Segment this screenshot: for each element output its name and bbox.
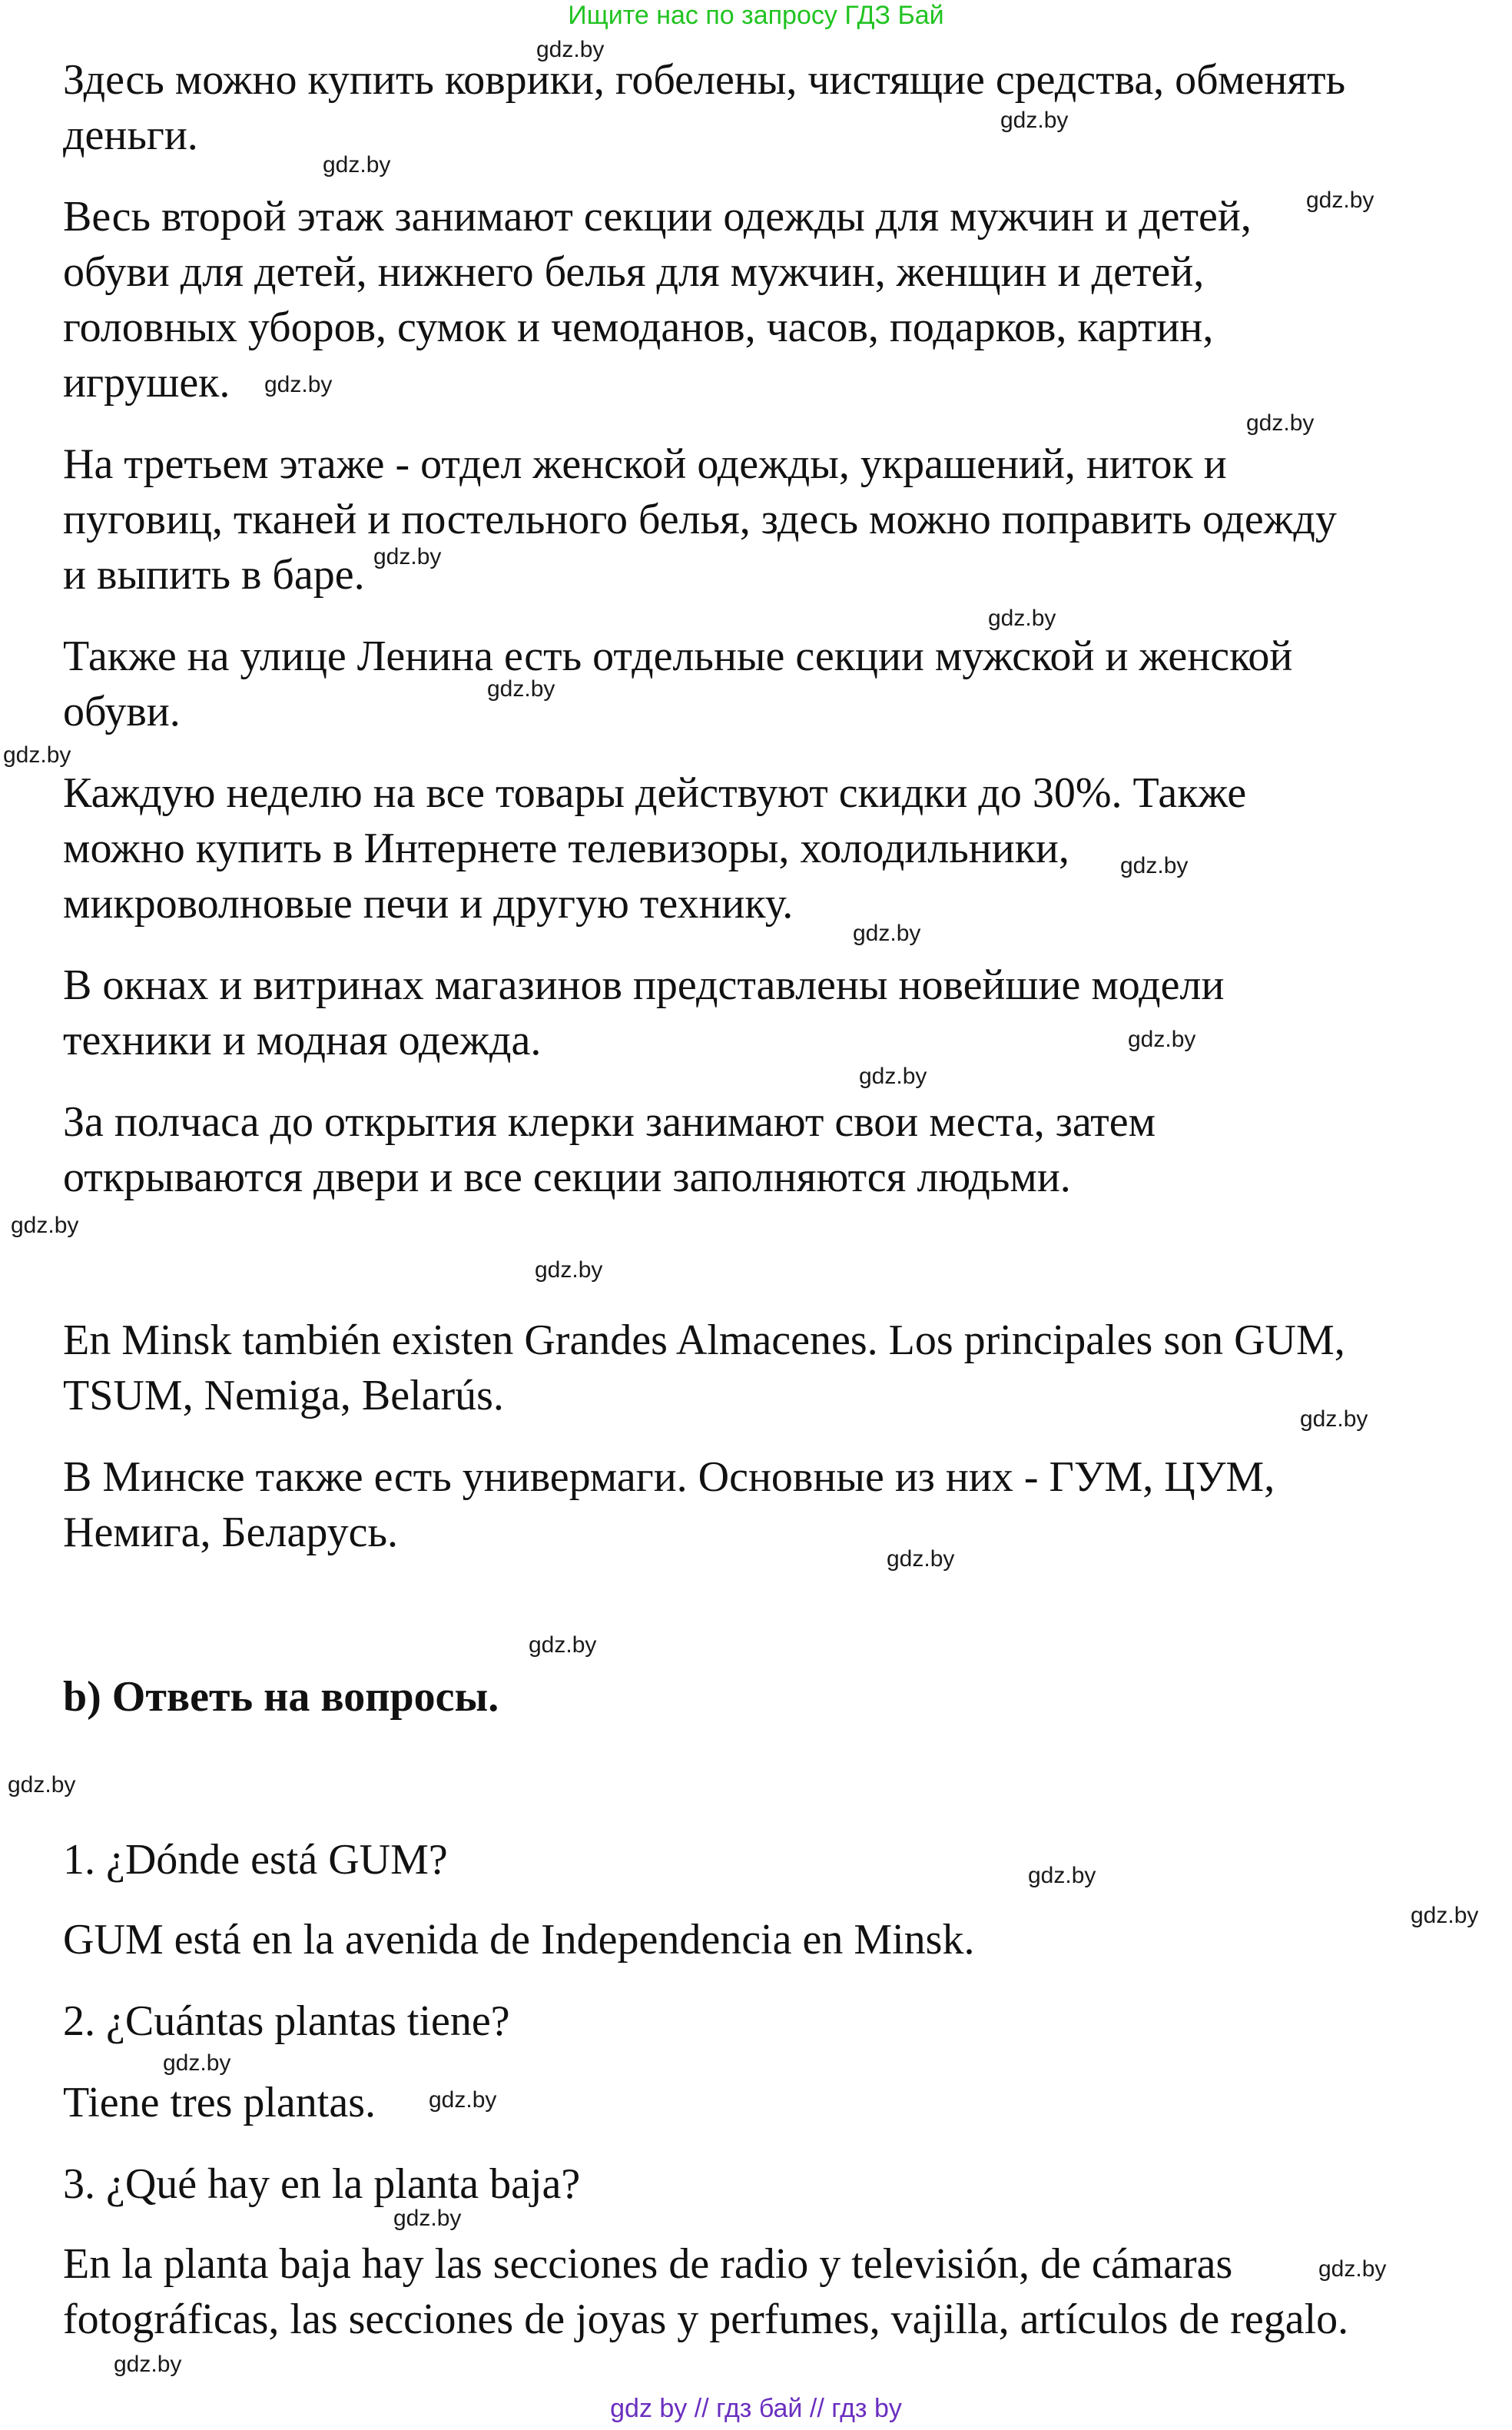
paragraph-line: техники и модная одежда. [63,1017,542,1064]
paragraph-line: микроволновые печи и другую технику. [63,880,794,928]
watermark: gdz.by [373,544,442,569]
watermark: gdz.by [3,742,71,768]
watermark: gdz.by [11,1213,79,1238]
question-line: 2. ¿Cuántas plantas tiene? [63,1997,510,2045]
paragraph-line: В окнах и витринах магазинов представлены новейшие модели [63,961,1225,1009]
paragraph-line: обуви для детей, нижнего белья для мужчин, женщин и детей, [63,248,1205,296]
paragraph-line: В Минске также есть универмаги. Основные из них - ГУМ, ЦУМ, [63,1453,1275,1501]
paragraph-line: открываются двери и все секции заполняются людьми. [63,1154,1071,1201]
question-line: 1. ¿Dónde está GUM? [63,1836,448,1884]
paragraph-line: Весь второй этаж занимают секции одежды для мужчин и детей, [63,193,1252,241]
watermark: gdz.by [535,1257,603,1283]
watermark: gdz.by [1318,2256,1387,2282]
footer-links[interactable]: gdz by // гдз бай // гдз by [610,2394,902,2423]
paragraph-line: En Minsk también existen Grandes Almacenes. Los principales son GUM, [63,1316,1345,1364]
paragraph-line: обуви. [63,688,181,735]
watermark: gdz.by [536,37,605,62]
paragraph-line: TSUM, Nemiga, Belarús. [63,1372,504,1419]
watermark: gdz.by [1028,1863,1096,1888]
paragraph-line: На третьем этаже - отдел женской одежды, украшений, ниток и [63,440,1227,488]
watermark: gdz.by [264,372,333,397]
paragraph-line: пуговиц, тканей и постельного белья, здесь можно поправить одежду [63,496,1337,543]
section-heading: b) Ответь на вопросы. [63,1673,499,1721]
header-search-prompt[interactable]: Ищите нас по запросу ГДЗ Бай [568,1,944,30]
watermark: gdz.by [1300,1406,1368,1432]
watermark: gdz.by [1000,108,1069,133]
paragraph-line: головных уборов, сумок и чемоданов, часов, подарков, картин, [63,304,1214,351]
watermark: gdz.by [114,2352,182,2377]
watermark: gdz.by [8,1772,76,1798]
watermark: gdz.by [1306,188,1374,213]
watermark: gdz.by [988,606,1056,631]
answer-line: En la planta baja hay las secciones de radio y televisión, de cámaras [63,2240,1233,2288]
watermark: gdz.by [887,1546,955,1572]
paragraph-line: Здесь можно купить коврики, гобелены, чистящие средства, обменять [63,56,1346,104]
watermark: gdz.by [1120,853,1189,878]
answer-line: Tiene tres plantas. [63,2079,376,2126]
watermark: gdz.by [853,921,921,946]
watermark: gdz.by [859,1064,927,1089]
answer-line: GUM está en la avenida de Independencia en Minsk. [63,1916,975,1964]
paragraph-line: деньги. [63,111,198,159]
paragraph-line: Немига, Беларусь. [63,1509,398,1556]
watermark: gdz.by [1246,410,1315,436]
watermark: gdz.by [487,676,555,702]
paragraph-line: Каждую неделю на все товары действуют скидки до 30%. Также [63,769,1247,817]
paragraph-line: За полчаса до открытия клерки занимают свои места, затем [63,1098,1156,1146]
paragraph-line: можно купить в Интернете телевизоры, холодильники, [63,825,1069,872]
watermark: gdz.by [393,2206,462,2231]
paragraph-line: Также на улице Ленина есть отдельные секции мужской и женской [63,632,1293,680]
answer-line: fotográficas, las secciones de joyas y perfumes, vajilla, artículos de regalo. [63,2296,1349,2343]
watermark: gdz.by [1128,1027,1196,1052]
watermark: gdz.by [1411,1903,1479,1928]
paragraph-line: игрушек. [63,359,230,407]
paragraph-line: и выпить в баре. [63,551,365,599]
watermark: gdz.by [323,152,391,178]
watermark: gdz.by [163,2050,231,2076]
question-line: 3. ¿Qué hay en la planta baja? [63,2160,581,2208]
watermark: gdz.by [529,1632,597,1658]
watermark: gdz.by [429,2087,497,2113]
